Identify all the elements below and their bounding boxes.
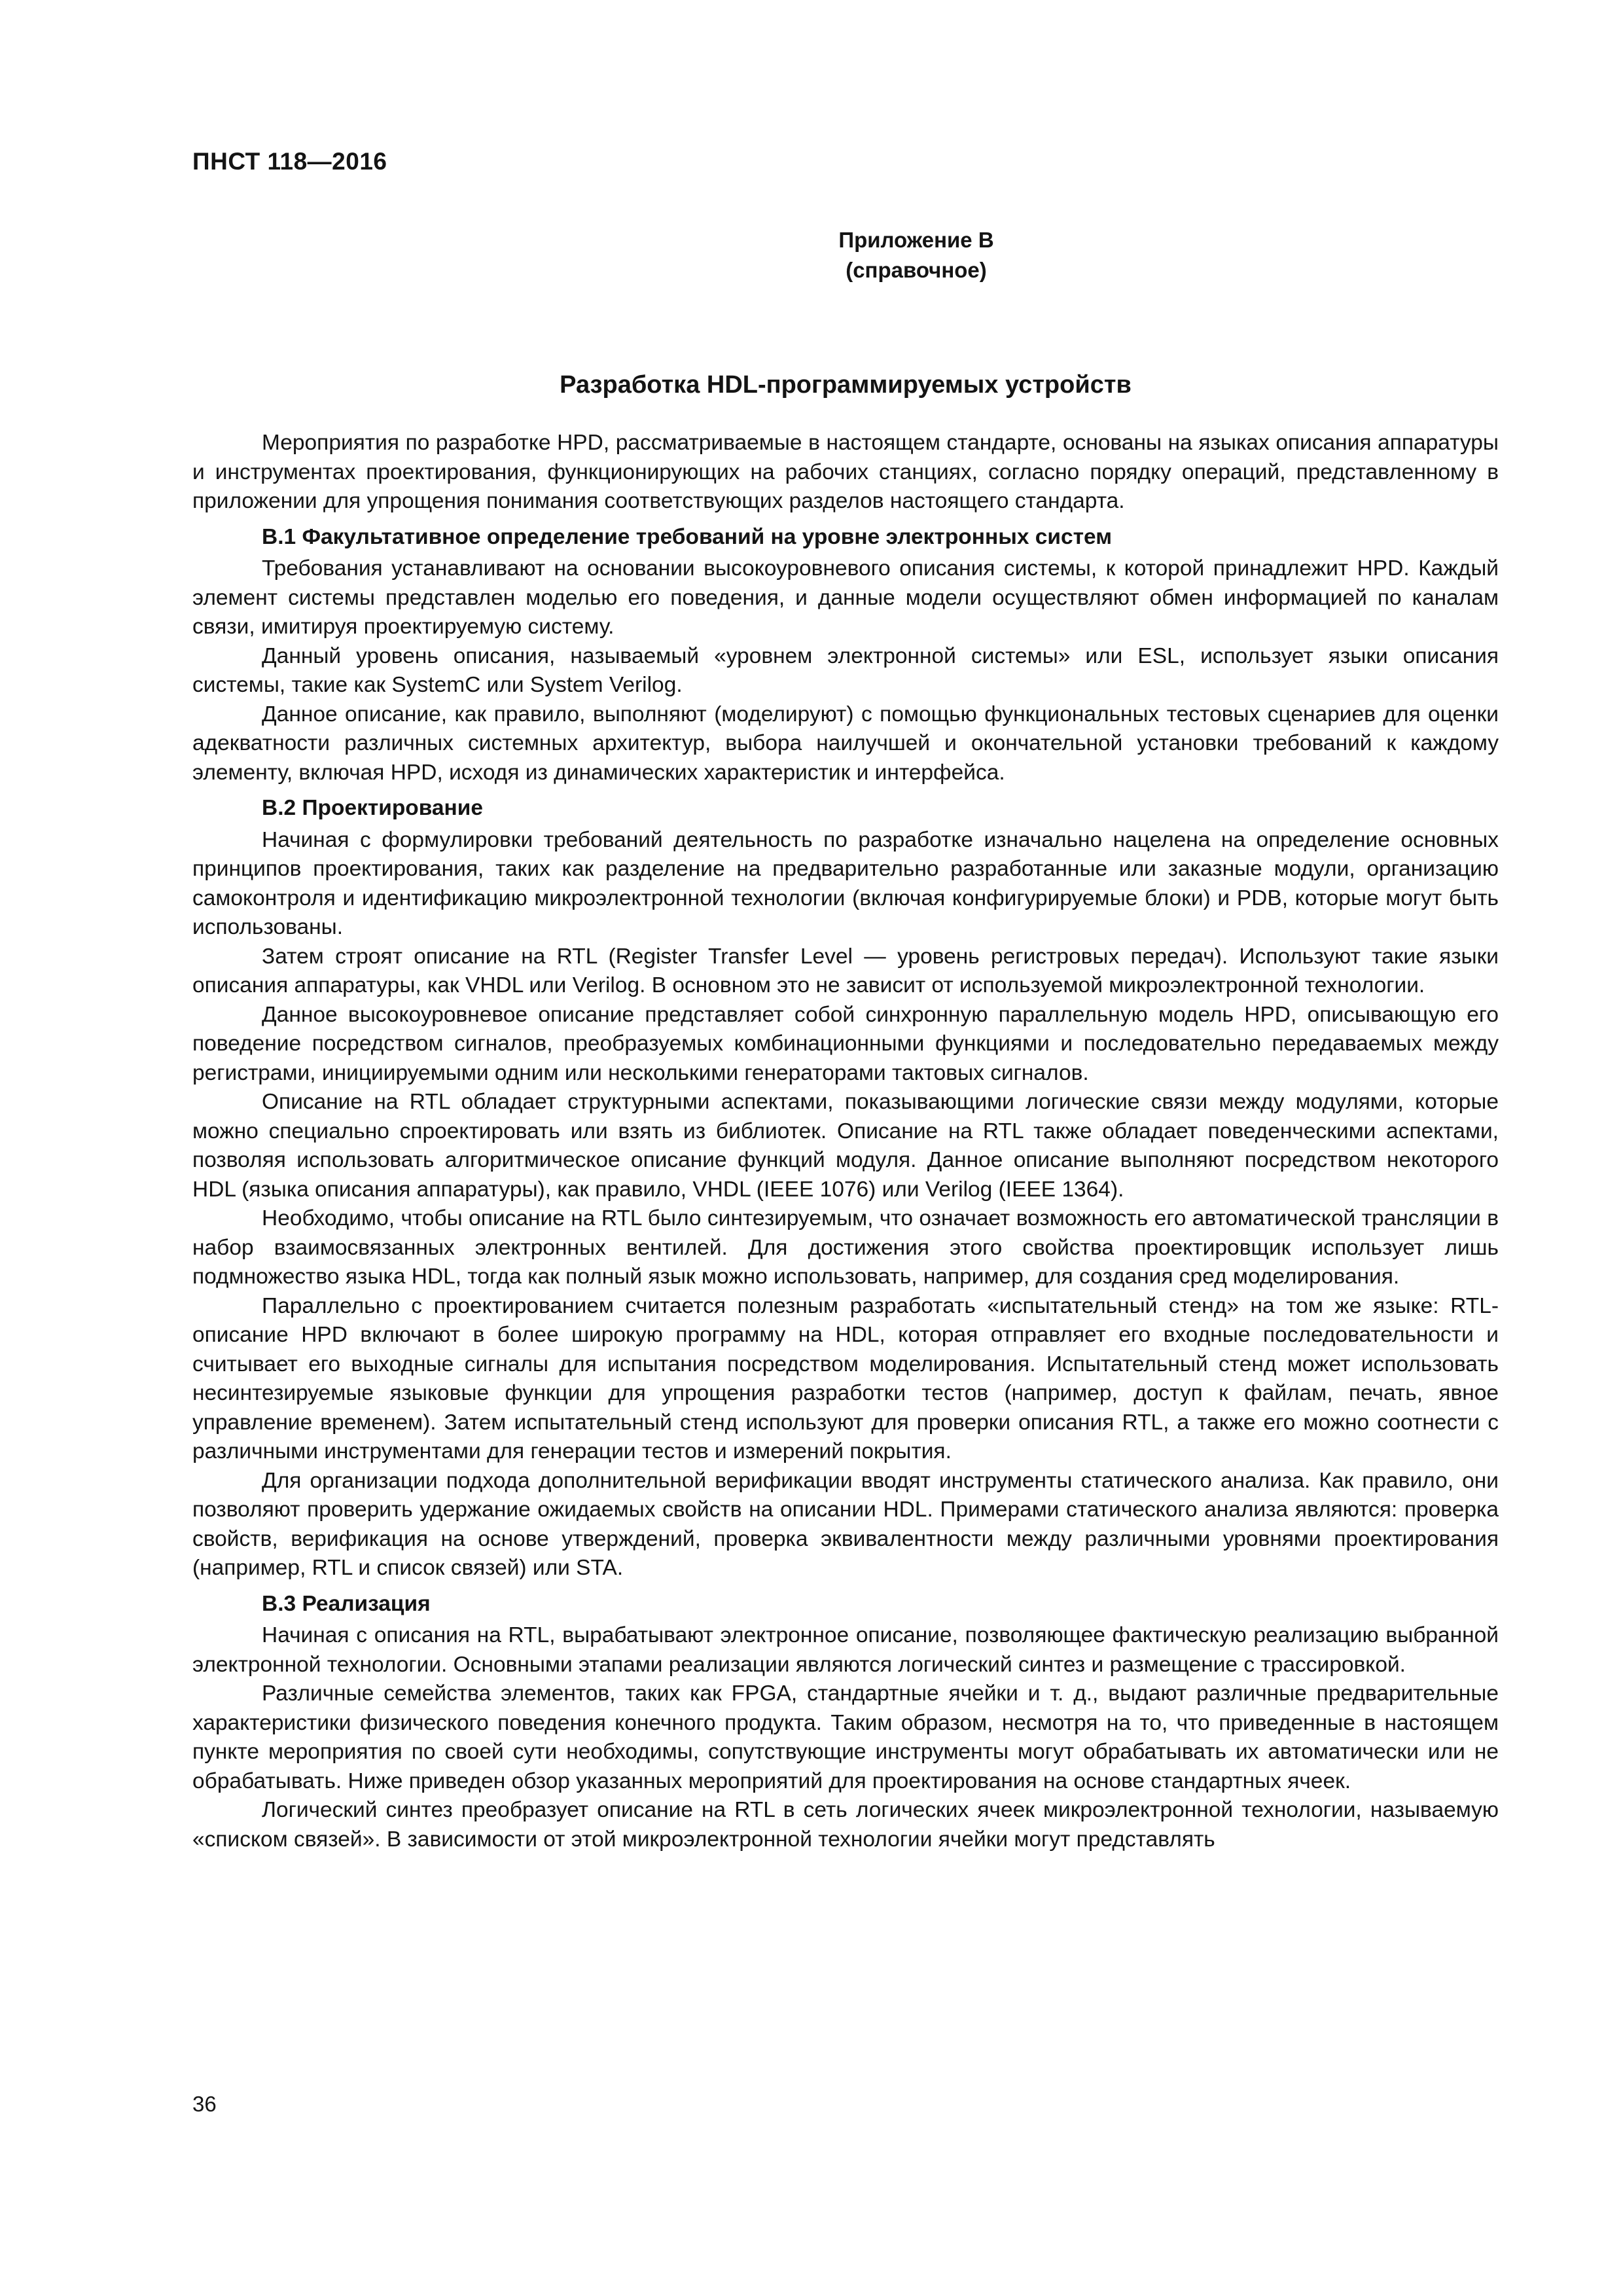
paragraph: Начиная с формулировки требований деятельность по разработке изначально нацелена на определение основных принципов проектирования, таких как разделение на предварительно разработанные или заказные модули, организацию самоконтроля и идентификацию микроэлектронной технологии (включая конфигурируемые блоки) и PDB, которые могут быть использованы. bbox=[192, 827, 1499, 939]
paragraph: Начиная с описания на RTL, вырабатывают электронное описание, позволяющее фактическую реализацию выбранной электронной технологии. Основными этапами реализации являются логический синтез и размещение с трассировкой. bbox=[192, 1623, 1499, 1677]
intro-paragraph: Мероприятия по разработке HPD, рассматриваемые в настоящем стандарте, основаны на языках описания аппаратуры и инструментах проектирования, функционирующих на рабочих станциях, согласно порядку операций, представленному в приложении для упрощения понимания соответствующих разделов настоящего стандарта. bbox=[192, 431, 1499, 513]
paragraph: Требования устанавливают на основании высокоуровневого описания системы, к которой принадлежит HPD. Каждый элемент системы представлен моделью его поведения, и данные модели осуществляют обмен информацией по каналам связи, имитируя проектируемую систему. bbox=[192, 556, 1499, 639]
appendix-title: Разработка HDL-программируемых устройств bbox=[560, 371, 1132, 399]
paragraph: Параллельно с проектированием считается полезным разработать «испытательный стенд» на том же языке: RTL-описание HPD включают в более широкую программу на HDL, которая отправляет его входные последовательности и считывает его выходные сигналы для испытания посредством моделирования. Испытательный стенд может использовать несинтезируемые языковые функции для упрощения разработки тестов (например, доступ к файлам, печать, явное управление временем). Затем испытательный стенд используют для проверки описания RTL, а также его можно соотнести с различными инструментами для генерации тестов и измерений покрытия. bbox=[192, 1293, 1499, 1463]
paragraph: Необходимо, чтобы описание на RTL было синтезируемым, что означает возможность его автоматической трансляции в набор взаимосвязанных электронных вентилей. Для достижения этого свойства проектировщик использует лишь подмножество языка HDL, тогда как полный язык можно использовать, например, для создания сред моделирования. bbox=[192, 1206, 1499, 1289]
paragraph: Описание на RTL обладает структурными аспектами, показывающими логические связи между модулями, которые можно специально спроектировать или взять из библиотек. Описание на RTL также обладает поведенческими аспектами, позволяя использовать алгоритмическое описание функций модуля. Данное описание выполняют посредством некоторого HDL (языка описания аппаратуры), как правило, VHDL (IEEE 1076) или Verilog (IEEE 1364). bbox=[192, 1090, 1499, 1202]
paragraph: Затем строят описание на RTL (Register Transfer Level — уровень регистровых передач). Используют такие языки описания аппаратуры, как VHDL или Verilog. В основном это не зависит от используемой микроэлектронной технологии. bbox=[192, 944, 1499, 997]
document-code: ПНСТ 118—2016 bbox=[192, 148, 387, 175]
page-number: 36 bbox=[192, 2092, 217, 2116]
paragraph: Данное высокоуровневое описание представляет собой синхронную параллельную модель HPD, описывающую его поведение посредством сигналов, преобразуемых комбинационными функциями и последовательно передаваемых между регистрами, инициируемыми одним или несколькими генераторами тактовых сигналов. bbox=[192, 1002, 1499, 1085]
section-heading-b1: В.1 Факультативное определение требований на уровне электронных систем bbox=[262, 524, 1113, 549]
paragraph: Различные семейства элементов, таких как FPGA, стандартные ячейки и т. д., выдают различные предварительные характеристики физического поведения конечного продукта. Таким образом, несмотря на то, что приведенные в настоящем пункте мероприятия по своей сути необходимы, сопутствующие инструменты могут обрабатывать их автоматически или не обрабатывать. Ниже приведен обзор указанных мероприятий для проектирования на основе стандартных ячеек. bbox=[192, 1681, 1499, 1793]
appendix-type: (справочное) bbox=[846, 258, 987, 282]
section-heading-b2: В.2 Проектирование bbox=[262, 796, 484, 820]
appendix-label: Приложение В bbox=[838, 228, 994, 252]
document-body bbox=[192, 429, 1499, 1854]
paragraph: Данное описание, как правило, выполняют (моделируют) с помощью функциональных тестовых сценариев для оценки адекватности различных системных архитектур, выбора наилучшей и окончательной установки требований к каждому элементу, включая HPD, исходя из динамических характеристик и интерфейса. bbox=[192, 702, 1499, 785]
paragraph: Для организации подхода дополнительной верификации вводят инструменты статического анализа. Как правило, они позволяют проверить удержание ожидаемых свойств на описании HDL. Примерами статического анализа являются: проверка свойств, верификация на основе утверждений, проверка эквивалентности между различными уровнями проектирования (например, RTL и список связей) или STA. bbox=[192, 1468, 1499, 1580]
paragraph: Логический синтез преобразует описание на RTL в сеть логических ячеек микроэлектронной технологии, называемую «списком связей». В зависимости от этой микроэлектронной технологии ячейки могут представлять bbox=[192, 1798, 1499, 1852]
appendix-heading bbox=[681, 225, 1152, 285]
paragraph: Данный уровень описания, называемый «уровнем электронной системы» или ESL, использует языки описания системы, такие как SystemC или System Verilog. bbox=[192, 643, 1499, 697]
section-heading-b3: В.3 Реализация bbox=[262, 1591, 431, 1616]
